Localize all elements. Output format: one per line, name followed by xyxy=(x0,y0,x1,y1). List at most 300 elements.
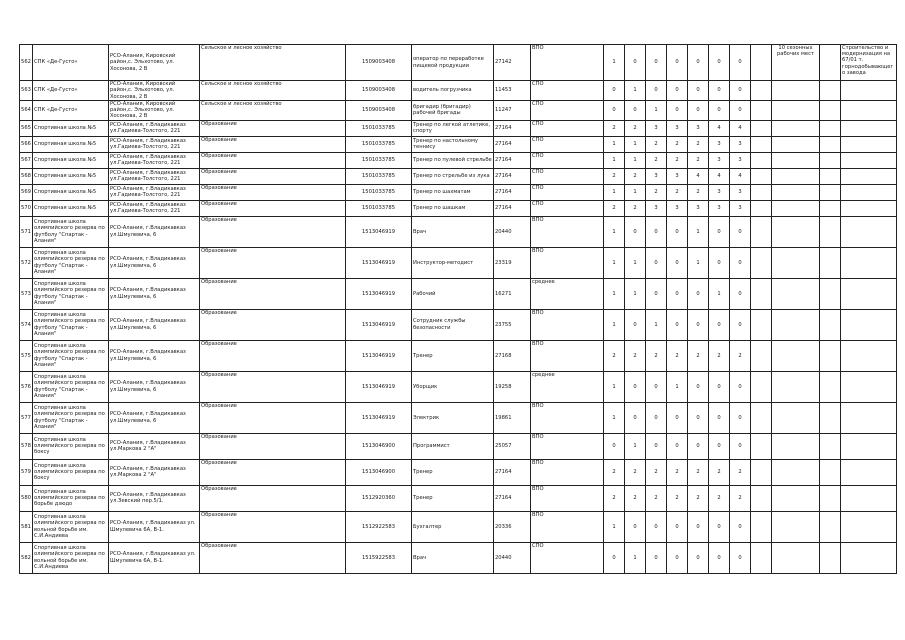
note-cell xyxy=(772,81,820,101)
okz-code: 20440 xyxy=(494,216,531,247)
year-value: 0 xyxy=(730,371,751,402)
organization-name: Спортивная школа №5 xyxy=(33,200,109,216)
year-value: 0 xyxy=(688,309,709,340)
inn-code: 1513046919 xyxy=(346,402,412,433)
industry-branch: Образование xyxy=(200,433,346,459)
year-value: 2 xyxy=(604,459,625,485)
year-value: 0 xyxy=(646,371,667,402)
year-value: 4 xyxy=(709,168,730,184)
organization-address: РСО-Алания, г.Владикавказ ул.Шмулевича, 6 xyxy=(109,216,200,247)
industry-branch: Сельское и лесное хозяйство xyxy=(200,81,346,101)
organization-name: Спортивная школа №5 xyxy=(33,184,109,200)
year-value: 2 xyxy=(688,152,709,168)
organization-name: Спортивная школа олимпийского резерва по футболу "Спартак - Алания" xyxy=(33,371,109,402)
year-value: 0 xyxy=(667,511,688,542)
year-value: 0 xyxy=(709,45,730,81)
note-cell xyxy=(772,542,820,573)
year-value: 3 xyxy=(667,200,688,216)
table-row xyxy=(20,45,897,81)
empty-cell xyxy=(751,81,772,101)
year-value: 2 xyxy=(667,485,688,511)
table-row xyxy=(20,247,897,278)
inn-code: 1513046919 xyxy=(346,216,412,247)
year-value: 0 xyxy=(667,45,688,81)
organization-name: Спортивная школа олимпийского резерва по футболу "Спартак - Алания" xyxy=(33,402,109,433)
project-cell xyxy=(841,433,897,459)
empty-cell xyxy=(751,136,772,152)
organization-name: Спортивная школа олимпийского резерва по футболу "Спартак - Алания" xyxy=(33,309,109,340)
year-value: 2 xyxy=(646,152,667,168)
year-value: 2 xyxy=(604,168,625,184)
year-value: 1 xyxy=(646,101,667,121)
empty-cell xyxy=(751,101,772,121)
year-value: 2 xyxy=(688,340,709,371)
industry-branch: Образование xyxy=(200,120,346,136)
year-value: 4 xyxy=(709,120,730,136)
education-level: ВПО xyxy=(531,340,604,371)
profession: Сотрудник службы безопасности xyxy=(412,309,494,340)
education-level: ВПО xyxy=(531,485,604,511)
year-value: 1 xyxy=(604,511,625,542)
year-value: 2 xyxy=(688,459,709,485)
project-cell xyxy=(841,184,897,200)
year-value: 0 xyxy=(667,309,688,340)
document-sheet xyxy=(19,44,894,574)
organization-name: Спортивная школа олимпийского резерва по футболу "Спартак - Алания" xyxy=(33,247,109,278)
row-number: 573 xyxy=(20,278,33,309)
project-cell xyxy=(841,152,897,168)
year-value: 1 xyxy=(646,309,667,340)
profession: Уборщик xyxy=(412,371,494,402)
year-value: 2 xyxy=(646,184,667,200)
education-level: СПО xyxy=(531,152,604,168)
project-cell xyxy=(841,168,897,184)
year-value: 2 xyxy=(688,136,709,152)
project-cell xyxy=(841,81,897,101)
table-row xyxy=(20,459,897,485)
industry-branch: Сельское и лесное хозяйство xyxy=(200,45,346,81)
year-value: 0 xyxy=(709,371,730,402)
industry-branch: Образование xyxy=(200,309,346,340)
industry-branch: Образование xyxy=(200,511,346,542)
year-value: 0 xyxy=(667,278,688,309)
year-value: 0 xyxy=(730,309,751,340)
row-number: 582 xyxy=(20,542,33,573)
year-value: 1 xyxy=(688,247,709,278)
year-value: 0 xyxy=(667,81,688,101)
year-value: 2 xyxy=(646,485,667,511)
education-level: СПО xyxy=(531,136,604,152)
organization-address: РСО-Алания, г.Владикавказ ул.Гадиева-Толстого, 221 xyxy=(109,168,200,184)
table-row xyxy=(20,168,897,184)
profession: водитель погрузчика xyxy=(412,81,494,101)
project-cell xyxy=(841,278,897,309)
year-value: 0 xyxy=(604,101,625,121)
organization-name: Спортивная школа олимпийского резерва по футболу "Спартак - Алания" xyxy=(33,340,109,371)
year-value: 0 xyxy=(625,511,646,542)
blank-cell xyxy=(820,542,841,573)
row-number: 566 xyxy=(20,136,33,152)
year-value: 0 xyxy=(688,81,709,101)
inn-code: 1512922583 xyxy=(346,511,412,542)
year-value: 0 xyxy=(667,433,688,459)
note-cell xyxy=(772,340,820,371)
table-row xyxy=(20,340,897,371)
industry-branch: Образование xyxy=(200,402,346,433)
year-value: 3 xyxy=(709,200,730,216)
organization-name: Спортивная школа олимпийского резерва по футболу "Спартак - Алания" xyxy=(33,278,109,309)
project-cell xyxy=(841,309,897,340)
year-value: 0 xyxy=(667,247,688,278)
project-cell xyxy=(841,485,897,511)
note-cell xyxy=(772,511,820,542)
empty-cell xyxy=(751,45,772,81)
okz-code: 23755 xyxy=(494,309,531,340)
note-cell xyxy=(772,120,820,136)
organization-name: Спортивная школа олимпийского резерва по вольной борьбе им. С.И.Андиева xyxy=(33,542,109,573)
vacancy-table xyxy=(19,44,897,574)
year-value: 1 xyxy=(625,152,646,168)
note-cell xyxy=(772,485,820,511)
year-value: 0 xyxy=(688,371,709,402)
note-cell xyxy=(772,216,820,247)
year-value: 0 xyxy=(646,247,667,278)
year-value: 0 xyxy=(625,101,646,121)
industry-branch: Образование xyxy=(200,184,346,200)
note-cell xyxy=(772,433,820,459)
profession: Тренер по шахматам xyxy=(412,184,494,200)
year-value: 1 xyxy=(604,184,625,200)
empty-cell xyxy=(751,278,772,309)
okz-code: 11247 xyxy=(494,101,531,121)
year-value: 0 xyxy=(688,542,709,573)
organization-address: РСО-Алания, г.Владикавказ ул.Шмулевича, 6 xyxy=(109,402,200,433)
education-level: ВПО xyxy=(531,459,604,485)
year-value: 0 xyxy=(730,542,751,573)
row-number: 564 xyxy=(20,101,33,121)
profession: Тренер по легкой атлетике, спорту xyxy=(412,120,494,136)
organization-name: Спортивная школа олимпийского резерва по боксу xyxy=(33,433,109,459)
empty-cell xyxy=(751,168,772,184)
project-cell xyxy=(841,247,897,278)
inn-code: 1509003408 xyxy=(346,81,412,101)
year-value: 2 xyxy=(625,459,646,485)
year-value: 1 xyxy=(604,402,625,433)
profession: Тренер по стрельбе из лука xyxy=(412,168,494,184)
okz-code: 27164 xyxy=(494,485,531,511)
project-cell xyxy=(841,136,897,152)
year-value: 2 xyxy=(688,184,709,200)
blank-cell xyxy=(820,184,841,200)
empty-cell xyxy=(751,216,772,247)
year-value: 2 xyxy=(646,136,667,152)
empty-cell xyxy=(751,152,772,168)
table-row xyxy=(20,485,897,511)
organization-name: СПК «Де-Густо» xyxy=(33,45,109,81)
organization-address: РСО-Алания, г.Владикавказ ул.Шмулевича, 6 xyxy=(109,278,200,309)
year-value: 0 xyxy=(604,81,625,101)
organization-address: РСО-Алания, Кировский район,с. Эльхотово, ул. Хосонова, 2 В xyxy=(109,81,200,101)
year-value: 0 xyxy=(688,433,709,459)
okz-code: 27164 xyxy=(494,168,531,184)
blank-cell xyxy=(820,309,841,340)
table-row xyxy=(20,120,897,136)
year-value: 3 xyxy=(709,152,730,168)
blank-cell xyxy=(820,402,841,433)
project-cell xyxy=(841,216,897,247)
inn-code: 1501033785 xyxy=(346,200,412,216)
organization-name: Спортивная школа №5 xyxy=(33,136,109,152)
year-value: 2 xyxy=(667,340,688,371)
blank-cell xyxy=(820,136,841,152)
year-value: 3 xyxy=(646,168,667,184)
industry-branch: Образование xyxy=(200,152,346,168)
profession: Тренер по шашкам xyxy=(412,200,494,216)
year-value: 3 xyxy=(730,200,751,216)
year-value: 2 xyxy=(709,340,730,371)
organization-address: РСО-Алания, г.Владикавказ ул.Маркова 2 "А" xyxy=(109,459,200,485)
year-value: 2 xyxy=(646,459,667,485)
year-value: 4 xyxy=(730,120,751,136)
year-value: 0 xyxy=(730,511,751,542)
year-value: 1 xyxy=(709,278,730,309)
year-value: 1 xyxy=(625,184,646,200)
year-value: 3 xyxy=(646,120,667,136)
year-value: 2 xyxy=(730,340,751,371)
note-cell xyxy=(772,459,820,485)
year-value: 0 xyxy=(709,247,730,278)
year-value: 3 xyxy=(709,184,730,200)
inn-code: 1512920360 xyxy=(346,485,412,511)
table-row xyxy=(20,101,897,121)
year-value: 0 xyxy=(646,278,667,309)
okz-code: 27142 xyxy=(494,45,531,81)
year-value: 0 xyxy=(730,433,751,459)
year-value: 0 xyxy=(730,247,751,278)
year-value: 0 xyxy=(604,542,625,573)
row-number: 571 xyxy=(20,216,33,247)
note-cell xyxy=(772,247,820,278)
education-level: СПО xyxy=(531,184,604,200)
year-value: 2 xyxy=(709,485,730,511)
year-value: 0 xyxy=(709,81,730,101)
education-level: среднее xyxy=(531,278,604,309)
okz-code: 27164 xyxy=(494,459,531,485)
year-value: 1 xyxy=(625,278,646,309)
year-value: 3 xyxy=(730,184,751,200)
inn-code: 1513046919 xyxy=(346,247,412,278)
project-cell xyxy=(841,120,897,136)
education-level: СПО xyxy=(531,101,604,121)
year-value: 0 xyxy=(646,45,667,81)
row-number: 578 xyxy=(20,433,33,459)
organization-name: Спортивная школа олимпийского резерва по боксу xyxy=(33,459,109,485)
year-value: 0 xyxy=(688,402,709,433)
year-value: 2 xyxy=(625,200,646,216)
year-value: 3 xyxy=(667,120,688,136)
blank-cell xyxy=(820,168,841,184)
year-value: 3 xyxy=(667,168,688,184)
empty-cell xyxy=(751,247,772,278)
organization-name: Спортивная школа №5 xyxy=(33,168,109,184)
year-value: 0 xyxy=(688,278,709,309)
blank-cell xyxy=(820,81,841,101)
table-row xyxy=(20,371,897,402)
year-value: 0 xyxy=(709,433,730,459)
year-value: 0 xyxy=(709,101,730,121)
year-value: 1 xyxy=(604,216,625,247)
year-value: 0 xyxy=(625,45,646,81)
okz-code: 23319 xyxy=(494,247,531,278)
year-value: 1 xyxy=(625,81,646,101)
year-value: 1 xyxy=(604,152,625,168)
row-number: 569 xyxy=(20,184,33,200)
profession: Инструктор-методист xyxy=(412,247,494,278)
table-row xyxy=(20,402,897,433)
organization-address: РСО-Алания, г.Владикавказ ул.Шмулевича, 6 xyxy=(109,340,200,371)
note-cell xyxy=(772,168,820,184)
year-value: 0 xyxy=(730,81,751,101)
year-value: 2 xyxy=(625,485,646,511)
education-level: среднее xyxy=(531,371,604,402)
year-value: 2 xyxy=(688,485,709,511)
year-value: 3 xyxy=(688,200,709,216)
empty-cell xyxy=(751,309,772,340)
year-value: 3 xyxy=(730,152,751,168)
year-value: 4 xyxy=(688,168,709,184)
year-value: 3 xyxy=(688,120,709,136)
project-cell xyxy=(841,459,897,485)
year-value: 2 xyxy=(625,340,646,371)
okz-code: 27164 xyxy=(494,152,531,168)
year-value: 0 xyxy=(646,216,667,247)
year-value: 2 xyxy=(604,200,625,216)
empty-cell xyxy=(751,340,772,371)
empty-cell xyxy=(751,511,772,542)
inn-code: 1515922583 xyxy=(346,542,412,573)
year-value: 2 xyxy=(625,168,646,184)
organization-name: Спортивная школа №5 xyxy=(33,152,109,168)
blank-cell xyxy=(820,433,841,459)
year-value: 1 xyxy=(625,136,646,152)
profession: Тренер xyxy=(412,340,494,371)
table-row xyxy=(20,200,897,216)
organization-name: Спортивная школа олимпийского резерва по борьбе дзюдо xyxy=(33,485,109,511)
year-value: 1 xyxy=(625,247,646,278)
project-cell xyxy=(841,511,897,542)
year-value: 2 xyxy=(709,459,730,485)
blank-cell xyxy=(820,459,841,485)
industry-branch: Сельское и лесное хозяйство xyxy=(200,101,346,121)
row-number: 562 xyxy=(20,45,33,81)
profession: Тренер xyxy=(412,485,494,511)
industry-branch: Образование xyxy=(200,136,346,152)
year-value: 0 xyxy=(667,216,688,247)
note-cell xyxy=(772,402,820,433)
year-value: 2 xyxy=(667,152,688,168)
note-cell: 10 сезонных рабочих мест xyxy=(772,45,820,81)
empty-cell xyxy=(751,542,772,573)
project-cell xyxy=(841,542,897,573)
profession: Тренер xyxy=(412,459,494,485)
year-value: 0 xyxy=(646,81,667,101)
blank-cell xyxy=(820,340,841,371)
organization-name: СПК «Де-Густо» xyxy=(33,81,109,101)
year-value: 0 xyxy=(709,309,730,340)
profession: Врач xyxy=(412,216,494,247)
okz-code: 27164 xyxy=(494,200,531,216)
profession: Программист xyxy=(412,433,494,459)
industry-branch: Образование xyxy=(200,340,346,371)
okz-code: 19861 xyxy=(494,402,531,433)
year-value: 2 xyxy=(604,120,625,136)
year-value: 2 xyxy=(604,340,625,371)
year-value: 3 xyxy=(709,136,730,152)
inn-code: 1513046919 xyxy=(346,278,412,309)
note-cell xyxy=(772,278,820,309)
okz-code: 25057 xyxy=(494,433,531,459)
table-row xyxy=(20,152,897,168)
inn-code: 1501033785 xyxy=(346,168,412,184)
inn-code: 1501033785 xyxy=(346,184,412,200)
row-number: 580 xyxy=(20,485,33,511)
okz-code: 27164 xyxy=(494,136,531,152)
year-value: 3 xyxy=(730,136,751,152)
project-cell xyxy=(841,340,897,371)
education-level: ВПО xyxy=(531,433,604,459)
organization-address: РСО-Алания, г.Владикавказ ул.Гадиева-Толстого, 221 xyxy=(109,136,200,152)
education-level: СПО xyxy=(531,120,604,136)
empty-cell xyxy=(751,433,772,459)
organization-address: РСО-Алания, Кировский район,с. Эльхотово, ул. Хосонова, 2 В xyxy=(109,45,200,81)
year-value: 0 xyxy=(730,101,751,121)
okz-code: 19258 xyxy=(494,371,531,402)
row-number: 581 xyxy=(20,511,33,542)
okz-code: 20336 xyxy=(494,511,531,542)
education-level: ВПО xyxy=(531,511,604,542)
year-value: 1 xyxy=(625,542,646,573)
education-level: ВПО xyxy=(531,216,604,247)
organization-address: РСО-Алания, г.Владикавказ ул. Шмулевича 6А, В-1. xyxy=(109,511,200,542)
blank-cell xyxy=(820,216,841,247)
okz-code: 27164 xyxy=(494,184,531,200)
year-value: 0 xyxy=(730,45,751,81)
year-value: 1 xyxy=(688,216,709,247)
industry-branch: Образование xyxy=(200,542,346,573)
table-row xyxy=(20,433,897,459)
row-number: 574 xyxy=(20,309,33,340)
industry-branch: Образование xyxy=(200,278,346,309)
education-level: ВПО xyxy=(531,402,604,433)
education-level: СПО xyxy=(531,542,604,573)
inn-code: 1513046919 xyxy=(346,371,412,402)
note-cell xyxy=(772,200,820,216)
year-value: 0 xyxy=(646,511,667,542)
year-value: 0 xyxy=(646,433,667,459)
note-cell xyxy=(772,136,820,152)
organization-address: РСО-Алания, г.Владикавказ ул.Шмулевича, 6 xyxy=(109,247,200,278)
year-value: 0 xyxy=(730,216,751,247)
industry-branch: Образование xyxy=(200,200,346,216)
education-level: ВПО xyxy=(531,309,604,340)
table-row xyxy=(20,278,897,309)
industry-branch: Образование xyxy=(200,247,346,278)
blank-cell xyxy=(820,371,841,402)
organization-address: РСО-Алания, г.Владикавказ ул.Гадиева-Толстого, 221 xyxy=(109,184,200,200)
organization-address: РСО-Алания, г.Владикавказ ул.Гадиева-Толстого, 221 xyxy=(109,200,200,216)
row-number: 570 xyxy=(20,200,33,216)
year-value: 1 xyxy=(604,45,625,81)
